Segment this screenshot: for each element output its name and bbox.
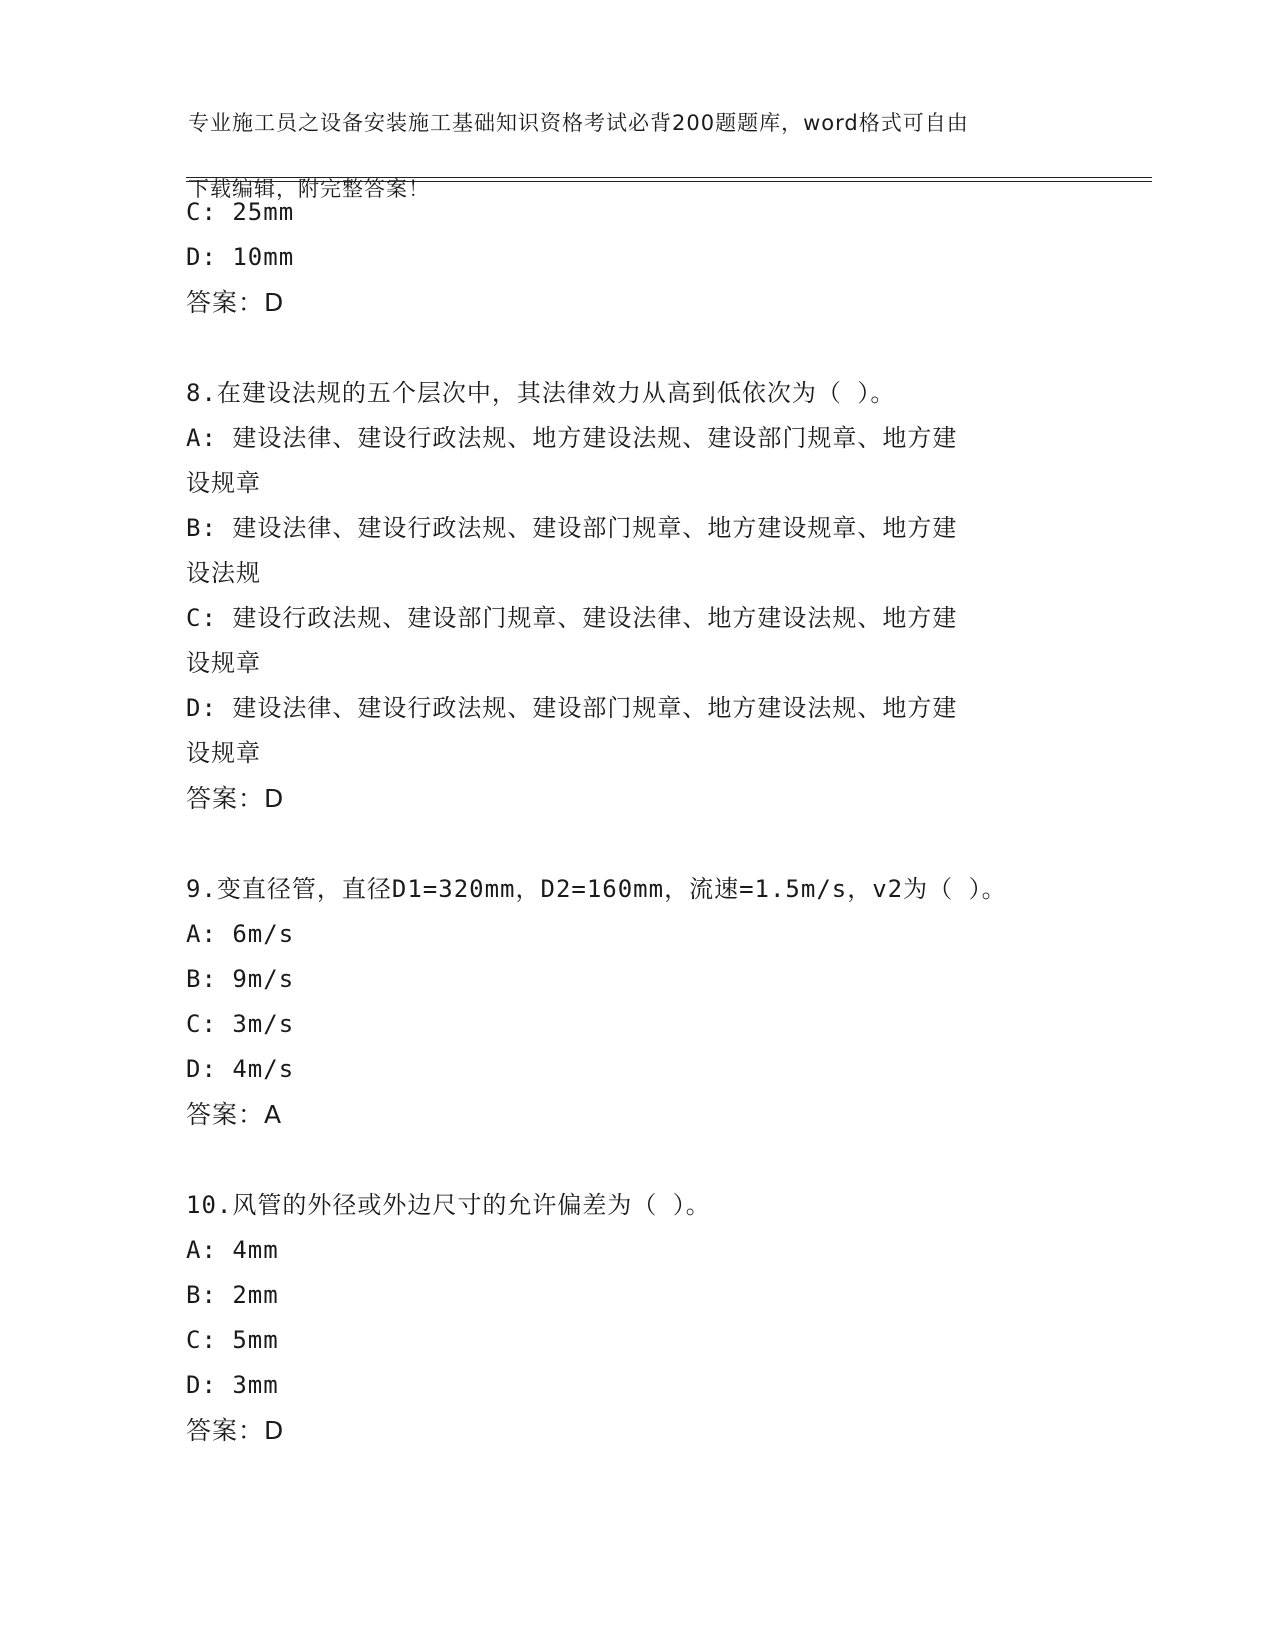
q10-option-c: C: 5mm [186, 1326, 279, 1354]
question-list [186, 190, 1086, 1453]
spacer [186, 1137, 1086, 1183]
q8-option-b-line-2: 设法规 [186, 559, 261, 587]
q10-option-a: A: 4mm [186, 1236, 279, 1264]
header-line-2: 下载编辑，附完整答案！ [188, 177, 430, 201]
question-10 [186, 1183, 1086, 1453]
spacer [186, 325, 1086, 371]
header-divider [186, 177, 1152, 182]
q8-option-d-line-1: D: 建设法律、建设行政法规、建设部门规章、地方建设法规、地方建 [186, 694, 958, 722]
q8-option-c-line-2: 设规章 [186, 649, 261, 677]
q7-option-c: C: 25mm [186, 198, 295, 226]
q9-option-a: A: 6m/s [186, 920, 295, 948]
q10-option-d: D: 3mm [186, 1371, 279, 1399]
q8-answer: 答案：D [186, 784, 285, 813]
q9-answer: 答案：A [186, 1100, 283, 1129]
header-line-1: 专业施工员之设备安装施工基础知识资格考试必背200题题库，word格式可自由 [188, 111, 969, 135]
q8-question: 8.在建设法规的五个层次中，其法律效力从高到低依次为（ ）。 [186, 379, 896, 407]
q7-answer: 答案：D [186, 288, 285, 317]
q8-option-c-line-1: C: 建设行政法规、建设部门规章、建设法律、地方建设法规、地方建 [186, 604, 958, 632]
q10-option-b: B: 2mm [186, 1281, 279, 1309]
spacer [186, 821, 1086, 867]
q10-question: 10.风管的外径或外边尺寸的允许偏差为（ ）。 [186, 1191, 711, 1219]
question-8 [186, 371, 1086, 821]
q10-answer: 答案：D [186, 1416, 285, 1445]
q7-option-d: D: 10mm [186, 243, 295, 271]
q9-option-b: B: 9m/s [186, 965, 295, 993]
question-9 [186, 867, 1086, 1137]
q8-option-a-line-1: A: 建设法律、建设行政法规、地方建设法规、建设部门规章、地方建 [186, 424, 958, 452]
q8-option-d-line-2: 设规章 [186, 739, 261, 767]
q9-question: 9.变直径管，直径D1=320mm，D2=160mm，流速=1.5m/s，v2为（ ）。 [186, 875, 1007, 903]
q9-option-c: C: 3m/s [186, 1010, 295, 1038]
question-7 [186, 190, 1086, 325]
q9-option-d: D: 4m/s [186, 1055, 295, 1083]
q8-option-a-line-2: 设规章 [186, 469, 261, 497]
q8-option-b-line-1: B: 建设法律、建设行政法规、建设部门规章、地方建设规章、地方建 [186, 514, 958, 542]
